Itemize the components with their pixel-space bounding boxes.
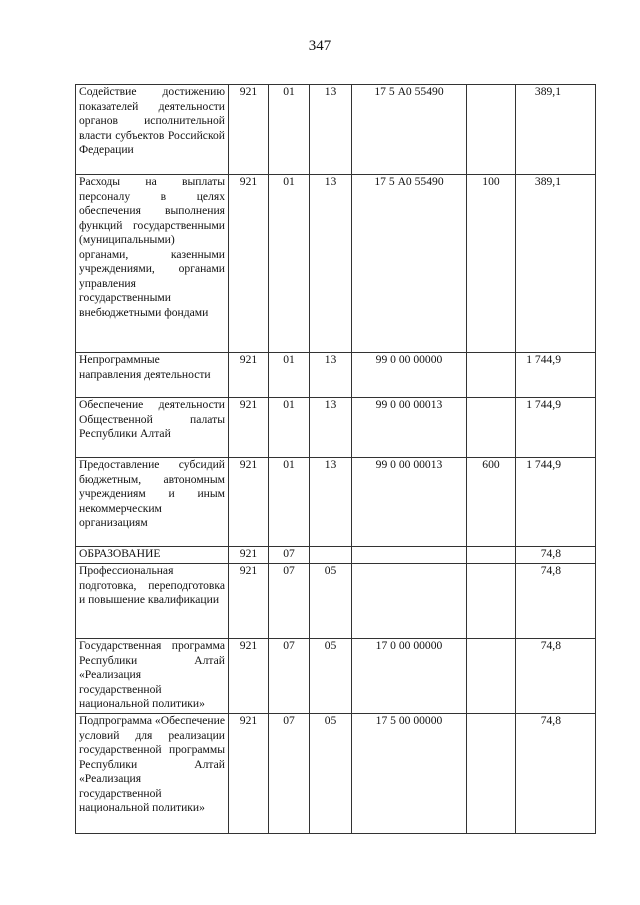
row-expense [467,714,516,834]
row-amount: 74,8 [516,547,596,564]
row-expense [467,639,516,714]
table-row [76,398,596,458]
row-amount: 74,8 [516,639,596,714]
row-target [352,547,467,564]
row-code: 921 [229,458,269,547]
row-expense: 100 [467,175,516,353]
row-name: Профессиональная подготовка, переподготовка и повышение квалификации [76,564,229,639]
row-section: 01 [269,458,310,547]
row-section: 01 [269,353,310,398]
row-target: 99 0 00 00013 [352,398,467,458]
table-row [76,458,596,547]
row-target: 17 5 А0 55490 [352,175,467,353]
row-subsection: 05 [310,714,352,834]
row-amount: 74,8 [516,714,596,834]
row-name: Расходы на выплаты персоналу в целях обеспечения выполнения функций государственными (муниципальными) органами, казенными учреждениями, органами управления государственными внебюджетными фондами [76,175,229,353]
row-amount: 1 744,9 [516,458,596,547]
row-expense [467,398,516,458]
row-expense [467,85,516,175]
row-section: 07 [269,714,310,834]
row-amount: 1 744,9 [516,398,596,458]
row-expense [467,353,516,398]
row-code: 921 [229,639,269,714]
table-row [76,714,596,834]
row-section: 07 [269,639,310,714]
row-subsection: 05 [310,639,352,714]
row-section: 07 [269,564,310,639]
row-target: 17 5 00 00000 [352,714,467,834]
row-target [352,564,467,639]
row-name: ОБРАЗОВАНИЕ [76,547,229,564]
row-subsection: 13 [310,85,352,175]
table-row [76,353,596,398]
row-subsection: 13 [310,458,352,547]
row-amount: 389,1 [516,175,596,353]
table-row [76,639,596,714]
row-subsection: 13 [310,398,352,458]
row-target: 99 0 00 00000 [352,353,467,398]
row-expense [467,547,516,564]
row-subsection: 13 [310,175,352,353]
row-code: 921 [229,175,269,353]
row-subsection [310,547,352,564]
table-row [76,85,596,175]
row-name: Государственная программа Республики Алтай «Реализация государственной национальной политики» [76,639,229,714]
row-subsection: 05 [310,564,352,639]
budget-table [75,84,596,834]
row-section: 01 [269,398,310,458]
row-section: 07 [269,547,310,564]
row-name: Непрограммные направления деятельности [76,353,229,398]
row-target: 17 5 А0 55490 [352,85,467,175]
row-code: 921 [229,398,269,458]
table-row [76,547,596,564]
row-name: Предоставление субсидий бюджетным, автономным учреждениям и иным некоммерческим организациям [76,458,229,547]
row-code: 921 [229,547,269,564]
row-amount: 1 744,9 [516,353,596,398]
row-code: 921 [229,353,269,398]
row-section: 01 [269,85,310,175]
row-expense [467,564,516,639]
row-amount: 74,8 [516,564,596,639]
table-row [76,175,596,353]
row-subsection: 13 [310,353,352,398]
row-target: 17 0 00 00000 [352,639,467,714]
row-code: 921 [229,564,269,639]
row-name: Содействие достижению показателей деятельности органов исполнительной власти субъектов Российской Федерации [76,85,229,175]
row-expense: 600 [467,458,516,547]
row-name: Обеспечение деятельности Общественной палаты Республики Алтай [76,398,229,458]
row-section: 01 [269,175,310,353]
table-row [76,564,596,639]
row-code: 921 [229,85,269,175]
page-number: 347 [308,38,332,54]
row-amount: 389,1 [516,85,596,175]
row-target: 99 0 00 00013 [352,458,467,547]
row-name: Подпрограмма «Обеспечение условий для реализации государственной программы Республики Алтай «Реализация государственной национальной политики» [76,714,229,834]
row-code: 921 [229,714,269,834]
